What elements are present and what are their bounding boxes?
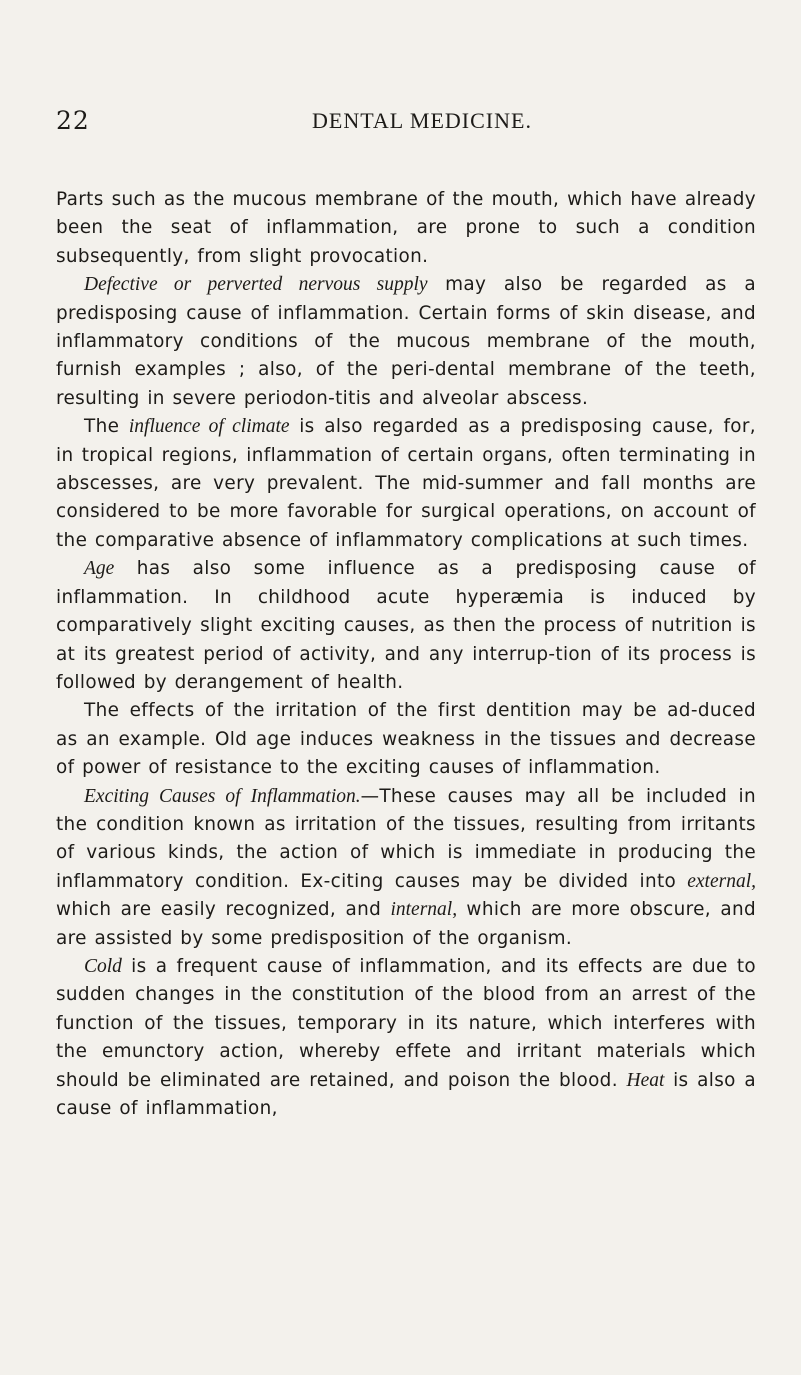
paragraph-dentition — [56, 697, 756, 782]
paragraph-text: —These causes may all be included in the condition known as irritation of the tissues, resulting from irritants of various kinds, the action of which is immediate in producing the inflammatory condition. Ex-citing causes may be divided into — [56, 785, 756, 892]
paragraph-text: which are more obscure, and are assisted by some predisposition of the organism. — [56, 899, 756, 949]
italic-term: external, — [687, 870, 756, 892]
paragraph-text: is a frequent cause of inflammation, and its effects are due to sudden changes in the constitution of the blood from an arrest of the function of the tissues, temporary in its nature, which interferes with the emunctory action, whereby effete and irritant materials which should be eliminated are retained, and poison the blood. — [56, 955, 756, 1091]
paragraph-text: may also be regarded as a predisposing cause of inflammation. Certain forms of skin disease, and inflammatory conditions of the mucous membrane of the mouth, furnish examples ; also, of the peri-dental membrane of the teeth, resulting in severe periodon-titis and alveolar abscess. — [56, 274, 756, 409]
paragraph-climate — [56, 413, 756, 555]
paragraph-age — [56, 555, 756, 697]
body-text — [56, 186, 756, 1123]
paragraph-text: is also a cause of inflammation, — [56, 1069, 756, 1119]
running-head: DENTAL MEDICINE. — [312, 108, 532, 133]
paragraph-text: is also regarded as a predisposing cause, for, in tropical regions, inflammation of certain organs, often terminating in abscesses, are very prevalent. The mid-summer and fall months are considered to be more favorable for surgical operations, on account of the comparative absence of inflammatory complications at such times. — [56, 416, 756, 551]
paragraph-text: The effects of the irritation of the first dentition may be ad-duced as an example. Old age induces weakness in the tissues and decrease of power of resistance to the exciting causes of inflammation. — [56, 700, 756, 779]
italic-term: internal, — [390, 899, 458, 921]
paragraph-nervous-supply — [56, 271, 756, 413]
paragraph-text: which are easily recognized, and — [56, 899, 391, 921]
italic-heading: Cold — [84, 955, 122, 977]
page-number: 22 — [56, 106, 90, 135]
italic-heading: Exciting Causes of Inflammation. — [84, 785, 361, 807]
italic-heading: Age — [84, 558, 115, 580]
italic-term: Heat — [626, 1069, 665, 1091]
italic-heading: Defective or perverted nervous supply — [84, 274, 428, 296]
paragraph-exciting-causes — [56, 783, 756, 953]
paragraph-mucous-membrane — [56, 186, 756, 271]
paragraph-cold — [56, 953, 756, 1123]
paragraph-lead-text: The — [84, 416, 129, 438]
italic-heading: influence of climate — [128, 416, 290, 438]
paragraph-text: has also some influence as a predisposing cause of inflammation. In childhood acute hyperæmia is induced by comparatively slight exciting causes, as then the process of nutrition is at its greatest period of activity, and any interrup-tion of its process is followed by derangement of health. — [56, 558, 756, 693]
page-header — [56, 106, 756, 146]
paragraph-text: Parts such as the mucous membrane of the mouth, which have already been the seat of inflammation, are prone to such a condition subsequently, from slight provocation. — [56, 189, 756, 267]
